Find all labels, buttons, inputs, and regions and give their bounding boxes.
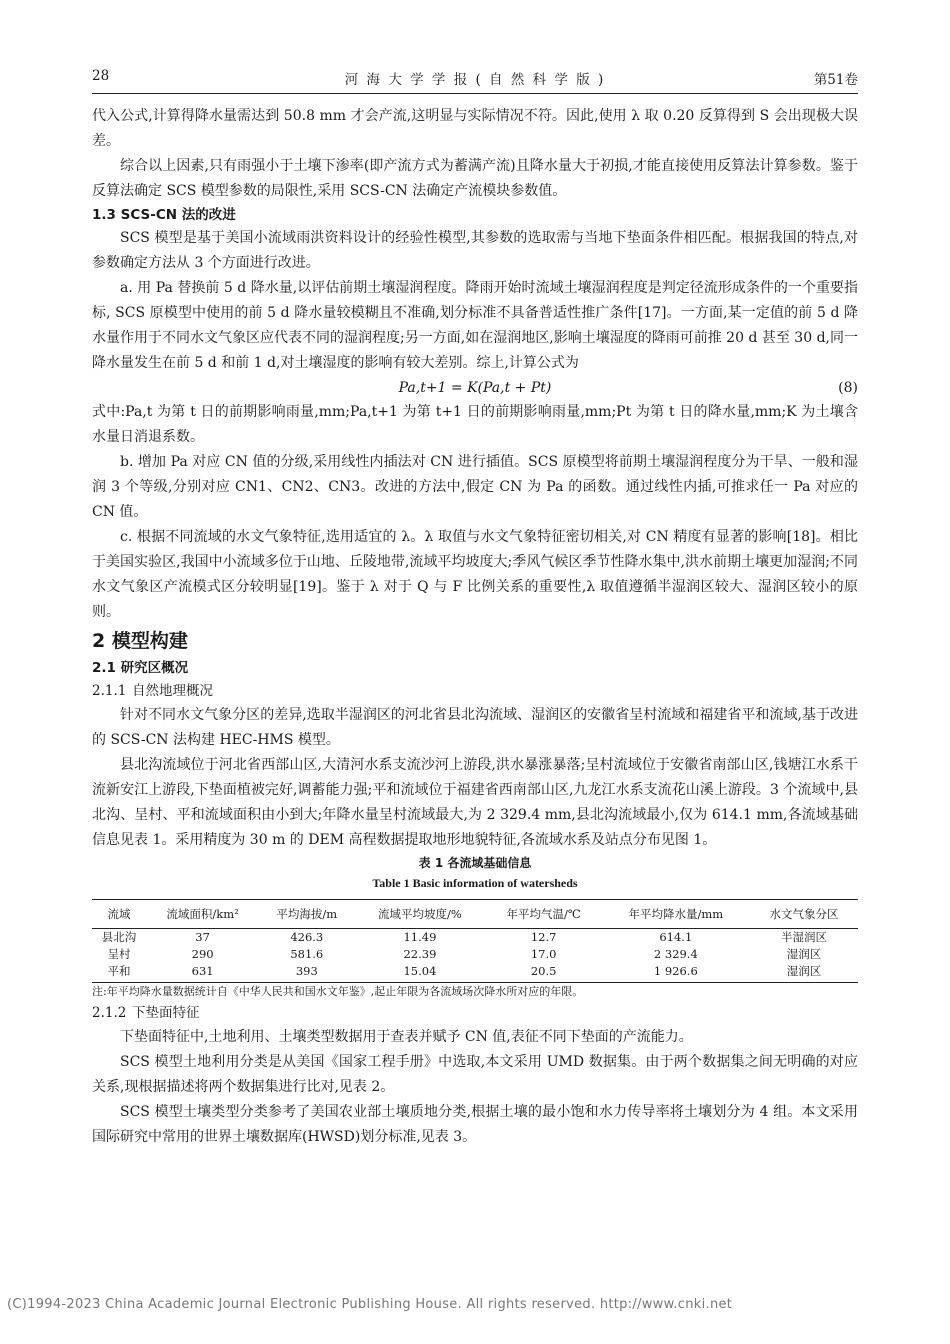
table-row <box>92 946 858 963</box>
volume-label: 第51卷 <box>813 72 858 88</box>
table-cell: 37 <box>195 930 210 944</box>
table-cell: 2 329.4 <box>653 947 698 961</box>
page-number: 28 <box>92 68 110 84</box>
paragraph: 综合以上因素,只有雨强小于土壤下渗率(即产流方式为蓄满产流)且降水量大于初损,才能直接使用反算法计算参数。鉴于反算法确定 SCS 模型参数的局限性,采用 SCS-CN 法确定产流模块参数值。 <box>92 158 858 199</box>
section-heading-1-3: 1.3 SCS-CN 法的改进 <box>92 207 236 223</box>
table-caption-cn: 表 1 各流域基础信息 <box>418 856 532 870</box>
table-header-row <box>92 900 858 929</box>
table-header-cell: 水文气象分区 <box>750 900 858 929</box>
paragraph: 代入公式,计算得降水量需达到 50.8 mm 才会产流,这明显与实际情况不符。因此,使用 λ 取 0.20 反算得到 S 会出现极大误差。 <box>92 108 858 149</box>
paragraph: 县北沟流域位于河北省西部山区,大清河水系支流沙河上游段,洪水暴涨暴落;呈村流域位于安徽省南部山区,钱塘江水系干流新安江上游段,下垫面植被完好,调蓄能力强;平和流域位于福建省西南部山区,九龙江水系支流花山溪上游段。3 个流域中,县北沟、呈村、平和流域面积由小到大;年降水量呈村流域最大,为 2 329.4 mm,县北沟流域最小,仅为 614.1 mm,各流域基础信息见表 1。采用精度为 30 m 的 DEM 高程数据提取地形地貌特征,各流域水系及站点分布见图 1。 <box>92 757 858 848</box>
paragraph: b. 增加 Pa 对应 CN 值的分级,采用线性内插法对 CN 进行插值。SCS 原模型将前期土壤湿润程度分为干旱、一般和湿润 3 个等级,分别对应 CN1、CN2、CN3。改进的方法中,假定 CN 为 Pa 的函数。通过线性内插,可推求任一 Pa 对应的 CN 值。 <box>92 454 858 520</box>
journal-title: 河 海 大 学 学 报 ( 自 然 科 学 版 ) <box>344 72 606 88</box>
paragraph: 针对不同水文气象分区的差异,选取半湿润区的河北省县北沟流域、湿润区的安徽省呈村流域和福建省平和流域,基于改进的 SCS-CN 法构建 HEC-HMS 模型。 <box>92 707 858 748</box>
equation-number: (8) <box>838 380 858 396</box>
subsection-number: 2.1.2 <box>92 1005 127 1021</box>
watershed-info-table <box>92 899 858 983</box>
table-cell: 湿润区 <box>786 947 822 961</box>
subsection-title: 自然地理概况 <box>132 683 213 699</box>
paragraph: SCS 模型是基于美国小流域雨洪资料设计的经验性模型,其参数的选取需与当地下垫面条件相匹配。根据我国的特点,对参数确定方法从 3 个方面进行改进。 <box>92 230 858 271</box>
table-note: 注:年平均降水量数据统计自《中华人民共和国水文年鉴》,起止年限为各流域场次降水所对应的年限。 <box>92 985 584 998</box>
paragraph: c. 根据不同流域的水文气象特征,选用适宜的 λ。λ 取值与水文气象特征密切相关,对 CN 精度有显著的影响[18]。相比于美国实验区,我国中小流域多位于山地、丘陵地带,流域平均坡度大;季风气候区季节性降水集中,洪水前期土壤更加湿润;不同水文气象区产流模式区分较明显[19]。鉴于 λ 对于 Q 与 F 比例关系的重要性,λ 取值遵循半湿润区较大、湿润区较小的原则。 <box>92 529 858 620</box>
paragraph: 式中:Pa,t 为第 t 日的前期影响雨量,mm;Pa,t+1 为第 t+1 日的前期影响雨量,mm;Pt 为第 t 日的降水量,mm;K 为土壤含水量日消退系数。 <box>92 404 858 445</box>
equation-formula: Pa,t+1 = K(Pa,t + Pt) <box>398 380 552 396</box>
table-cell: 426.3 <box>290 930 324 944</box>
paragraph: SCS 模型土壤类型分类参考了美国农业部土壤质地分类,根据土壤的最小饱和水力传导率将土壤划分为 4 组。本文采用国际研究中常用的世界土壤数据库(HWSD)划分标准,见表 3。 <box>92 1104 858 1145</box>
table-cell: 581.6 <box>290 947 324 961</box>
subsection-heading-2-1-2 <box>92 1001 858 1025</box>
table-cell: 17.0 <box>530 947 557 961</box>
paragraph: SCS 模型土地利用分类是从美国《国家工程手册》中选取,本文采用 UMD 数据集。由于两个数据集之间无明确的对应关系,现根据描述将两个数据集进行比对,见表 2。 <box>92 1054 858 1095</box>
section-heading-2-1: 2.1 研究区概况 <box>92 660 189 676</box>
section-heading-2: 2 模型构建 <box>92 630 188 652</box>
subsection-number: 2.1.1 <box>92 683 127 699</box>
table-cell: 湿润区 <box>750 963 858 983</box>
table-header-cell: 流域面积/km² <box>146 900 259 929</box>
table-cell: 11.49 <box>403 930 437 944</box>
table-cell: 614.1 <box>659 930 693 944</box>
table-header-cell: 年平均降水量/mm <box>602 900 750 929</box>
table-header-cell: 流域 <box>92 900 146 929</box>
table-cell: 县北沟 <box>101 930 137 944</box>
table-header-cell: 流域平均坡度/% <box>354 900 485 929</box>
header-rule <box>92 93 858 94</box>
table-header-cell: 年平均气温/℃ <box>486 900 602 929</box>
equation-8 <box>92 376 858 400</box>
table-cell: 631 <box>146 963 259 983</box>
table-cell: 15.04 <box>354 963 485 983</box>
table-cell: 半湿润区 <box>780 930 827 944</box>
table-cell: 平和 <box>92 963 146 983</box>
table-cell: 290 <box>191 947 214 961</box>
table-cell: 393 <box>259 963 354 983</box>
table-cell: 呈村 <box>107 947 131 961</box>
table-cell: 20.5 <box>486 963 602 983</box>
table-cell: 22.39 <box>403 947 437 961</box>
subsection-heading-2-1-1 <box>92 679 858 703</box>
table-cell: 12.7 <box>530 930 557 944</box>
paragraph: a. 用 Pa 替换前 5 d 降水量,以评估前期土壤湿润程度。降雨开始时流域土壤湿润程度是判定径流形成条件的一个重要指标, SCS 原模型中使用的前 5 d 降水量较模糊且不准确,划分标准不具备普适性推广条件[17]。一方面,某一定值的前 5 d 降水量作用于不同水文气象区应代表不同的湿润程度;另一方面,如在湿润地区,影响土壤湿度的降雨可前推 20 d 甚至 30 d,同一降水量发生在前 5 d 和前 1 d,对土壤湿度的影响有较大差别。综上,计算公式为 <box>92 280 858 371</box>
table-cell: 1 926.6 <box>602 963 750 983</box>
copyright-footer: (C)1994-2023 China Academic Journal Electronic Publishing House. All rights reserved. http://www.cnki.net <box>7 1297 733 1312</box>
table-caption-en: Table 1 Basic information of watersheds <box>372 876 578 890</box>
table-row <box>92 963 858 983</box>
article-body <box>92 104 858 1150</box>
table-header-cell: 平均海拔/m <box>259 900 354 929</box>
running-header <box>92 66 858 88</box>
table-row <box>92 929 858 947</box>
paragraph: 下垫面特征中,土地利用、土壤类型数据用于查表并赋予 CN 值,表征不同下垫面的产流能力。 <box>120 1029 693 1045</box>
subsection-title: 下垫面特征 <box>132 1005 200 1021</box>
